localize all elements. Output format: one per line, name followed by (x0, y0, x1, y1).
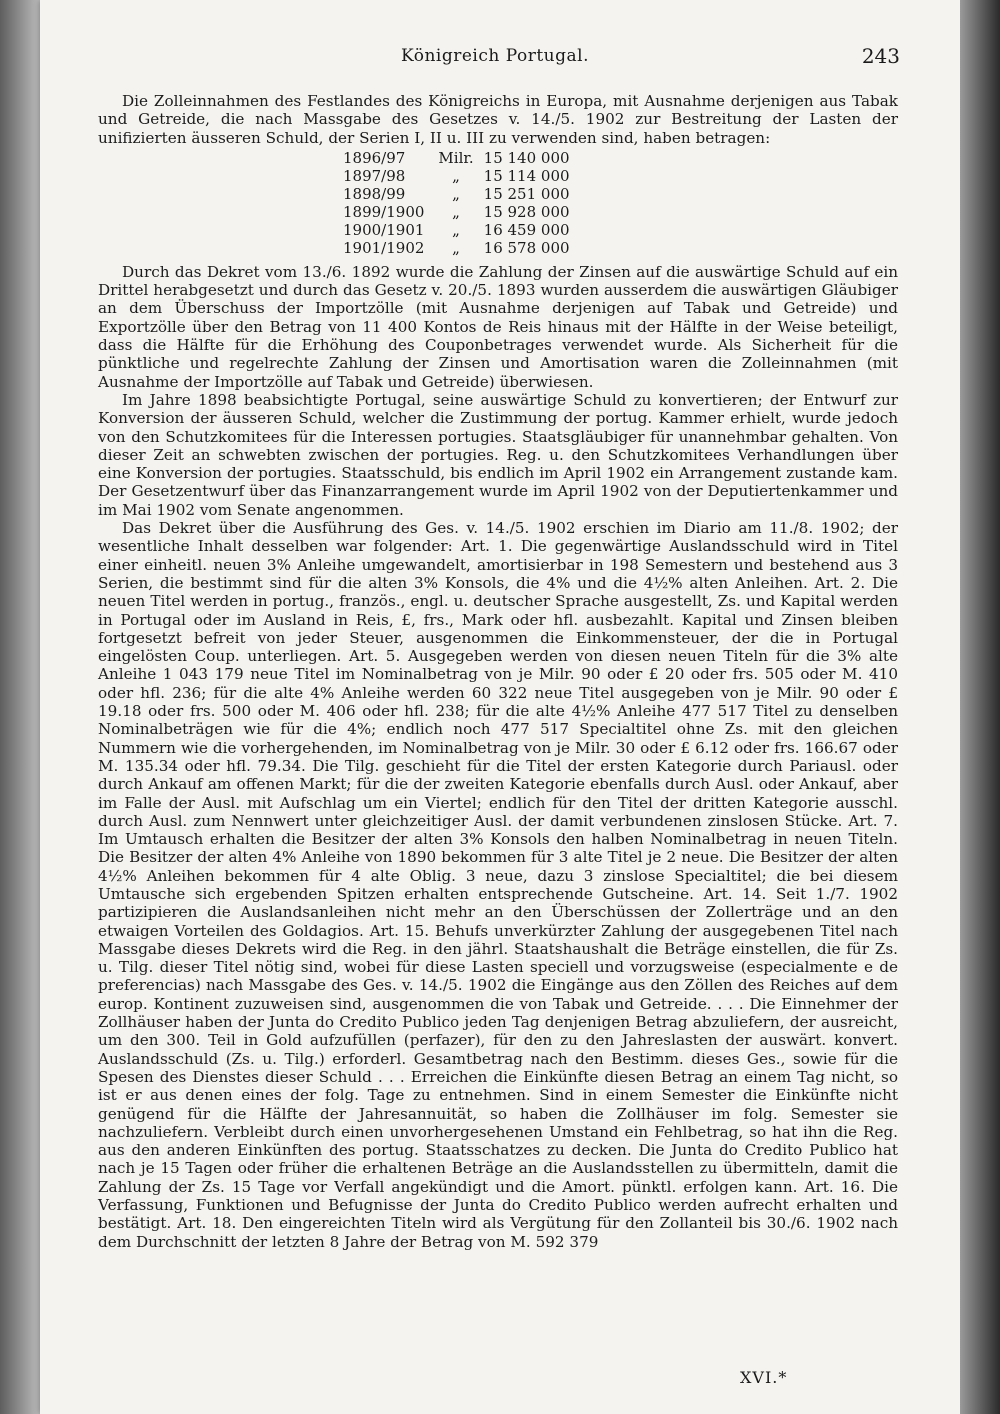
paragraph-interest-reduction: Durch das Dekret vom 13./6. 1892 wurde die Zahlung der Zinsen auf die auswärtige Schuld auf ein Drittel herabgesetzt und durch das Gesetz v. 20./5. 1893 wurden ausserdem die auswärtigen Gläubiger an dem Überschuss der Importzölle (mit Ausnahme derjenigen auf Tabak und Getreide) und Exportzölle über den Betrag von 11 400 Kontos de Reis hinaus mit der Hälfte in der Weise beteiligt, dass die Hälfte für die Erhöhung des Couponbetrages verwendet wurde. Als Sicherheit für die pünktliche und regelrechte Zahlung der Zinsen und Amortisation waren die Zolleinnahmen (mit Ausnahme der Importzölle auf Tabak und Getreide) überwiesen. (98, 262, 898, 391)
revenue-amount: 15 251 000 (483, 184, 570, 203)
fiscal-year: 1897/98 (343, 166, 406, 185)
revenue-amount: 15 114 000 (483, 166, 570, 185)
currency-unit: „ (452, 202, 460, 221)
fiscal-year: 1899/1900 (343, 202, 425, 221)
currency-unit: „ (452, 238, 460, 257)
page-header (90, 46, 900, 72)
table-row (343, 185, 576, 203)
running-title: Königreich Portugal. (401, 46, 589, 66)
fiscal-year: 1900/1901 (343, 220, 425, 239)
currency-unit: „ (452, 166, 460, 185)
table-row (343, 239, 576, 257)
intro-paragraph: Die Zolleinnahmen des Festlandes des Königreichs in Europa, mit Ausnahme derjenigen aus Tabak und Getreide, die nach Massgabe des Gesetzes v. 14./5. 1902 zur Bestreitung der Lasten der unifizierten äusseren Schuld, der Serien I, II u. III zu verwenden sind, haben betragen: (98, 92, 898, 147)
paragraph-decree-articles: Das Dekret über die Ausführung des Ges. v. 14./5. 1902 erschien im Diario am 11./8. 1902; der wesentliche Inhalt desselben war folgender: Art. 1. Die gegenwärtige Auslandsschuld wird in Titel einer einheitl. neuen 3% Anleihe umgewandelt, amortisierbar in 198 Semestern und bestehend aus 3 Serien, die bestimmt sind für die alten 3% Konsols, die 4% und die 4½% alten Anleihen. Art. 2. Die neuen Titel werden in portug., französ., engl. u. deutscher Sprache ausgestellt, Zs. und Kapital werden in Portugal oder im Ausland in Reis, £, frs., Mark oder hfl. ausbezahlt. Kapital und Zinsen bleiben fortgesetzt befreit von jeder Steuer, ausgenommen die Einkommensteuer, der die in Portugal eingelösten Coup. unterliegen. Art. 5. Ausgegeben werden von diesen neuen Titeln für die 3% alte Anleihe 1 043 179 neue Titel im Nominalbetrag von je Milr. 90 oder £ 20 oder frs. 505 oder M. 410 oder hfl. 236; für die alte 4% Anleihe werden 60 322 neue Titel ausgegeben von je Milr. 90 oder £ 19.18 oder frs. 500 oder M. 406 oder hfl. 238; für die alte 4½% Anleihe 477 517 Titel zu denselben Nominalbeträgen wie für die 4%; endlich noch 477 517 Specialtitel ohne Zs. mit den gleichen Nummern wie die vorhergehenden, im Nominalbetrag von je Milr. 30 oder £ 6.12 oder frs. 166.67 oder M. 135.34 oder hfl. 79.34. Die Tilg. geschieht für die Titel der ersten Kategorie durch Pariausl. oder durch Ankauf am offenen Markt; für die der zweiten Kategorie ebenfalls durch Ausl. oder Ankauf, aber im Falle der Ausl. mit Aufschlag um ein Viertel; endlich für den Titel der dritten Kategorie ausschl. durch Ausl. zum Nennwert unter gleichzeitiger Ausl. der damit verbundenen zinslosen Stücke. Art. 7. Im Umtausch erhalten die Besitzer der alten 3% Konsols den halben Nominalbetrag in neuen Titeln. Die Besitzer der alten 4% Anleihe von 1890 bekommen für 3 alte Titel je 2 neue. Die Besitzer der alten 4½% Anleihen bekommen für 4 alte Oblig. 3 neue, dazu 3 zinslose Specialtitel; die bei diesem Umtausche sich ergebenden Spitzen erhalten entsprechende Gutscheine. Art. 14. Seit 1./7. 1902 partizipieren die Auslandsanleihen nicht mehr an den Überschüssen der Zollerträge und an den etwaigen Vorteilen des Goldagios. Art. 15. Behufs unverkürzter Zahlung der ausgegebenen Titel nach Massgabe dieses Dekrets wird die Reg. in den jährl. Staatshaushalt die Beträge einstellen, die für Zs. u. Tilg. dieser Titel nötig sind, wobei für diese Lasten speciell und vorzugsweise (especialmente e de preferencias) nach Massgabe des Ges. v. 14./5. 1902 die Eingänge aus den Zöllen des Reiches auf dem europ. Kontinent zuzuweisen sind, ausgenommen die von Tabak und Getreide. . . . Die Einnehmer der Zollhäuser haben der Junta do Credito Publico jeden Tag denjenigen Betrag abzuliefern, der ausreicht, um den 300. Teil in Gold aufzufüllen (perfazer), für den zu den Jahreslasten der auswärt. konvert. Auslandsschuld (Zs. u. Tilg.) erforderl. Gesamtbetrag nach den Bestimm. dieses Ges., sowie für die Spesen des Dienstes dieser Schuld . . . Erreichen die Einkünfte diesen Betrag an einem Tag nicht, so ist er aus denen eines der folg. Tage zu entnehmen. Sind in einem Semester die Einkünfte nicht genügend für die Hälfte der Jahresannuität, so haben die Zollhäuser im folg. Semester sie nachzuliefern. Verbleibt durch einen unvorhergesehenen Umstand ein Fehlbetrag, so hat ihn die Reg. aus den anderen Einkünften des portug. Staatsschatzes zu decken. Die Junta do Credito Publico hat nach je 15 Tagen oder früher die erhaltenen Beträge an die Auslandsstellen zu übermitteln, damit die Zahlung der Zs. 15 Tage vor Verfall angekündigt und die Amort. pünktl. erfolgen kann. Art. 16. Die Verfassung, Funktionen und Befugnisse der Junta do Credito Publico werden aufrecht erhalten und bestätigt. Art. 18. Den eingereichten Titeln wird als Vergütung für den Zollanteil bis 30./6. 1902 nach dem Durchschnitt der letzten 8 Jahre der Betrag von M. 592 379 (98, 519, 898, 1251)
customs-revenue-table (343, 149, 576, 257)
revenue-amount: 15 928 000 (483, 202, 570, 221)
currency-unit: „ (452, 220, 460, 239)
revenue-amount: 15 140 000 (483, 148, 570, 167)
paragraph-conversion-1898: Im Jahre 1898 beabsichtigte Portugal, seine auswärtige Schuld zu konvertieren; der Entwurf zur Konversion der äusseren Schuld, welcher die Zustimmung der portug. Kammer erhielt, wurde jedoch von den Schutzkomitees für die Interessen portugies. Staatsgläubiger für unannehmbar gehalten. Von dieser Zeit an schwebten zwischen der portugies. Reg. u. den Schutzkomitees Verhandlungen über eine Konversion der portugies. Staatsschuld, bis endlich im April 1902 ein Arrangement zustande kam. Der Gesetzentwurf über das Finanzarrangement wurde im April 1902 von der Deputiertenkammer und im Mai 1902 vom Senate angenommen. (98, 390, 898, 519)
scan-left-margin (0, 0, 40, 1414)
currency-unit: „ (452, 184, 460, 203)
table-row (343, 221, 576, 239)
page-number: 243 (861, 44, 900, 68)
scan-right-margin (960, 0, 1000, 1414)
table-row (343, 167, 576, 185)
book-page (40, 0, 960, 1414)
printer-signature: XVI.* (740, 1368, 788, 1387)
currency-unit: Milr. (438, 148, 474, 167)
table-row (343, 149, 576, 167)
revenue-amount: 16 578 000 (483, 238, 570, 257)
fiscal-year: 1898/99 (343, 184, 406, 203)
revenue-amount: 16 459 000 (483, 220, 570, 239)
fiscal-year: 1896/97 (343, 148, 406, 167)
table-row (343, 203, 576, 221)
page-body (98, 92, 898, 1251)
fiscal-year: 1901/1902 (343, 238, 425, 257)
